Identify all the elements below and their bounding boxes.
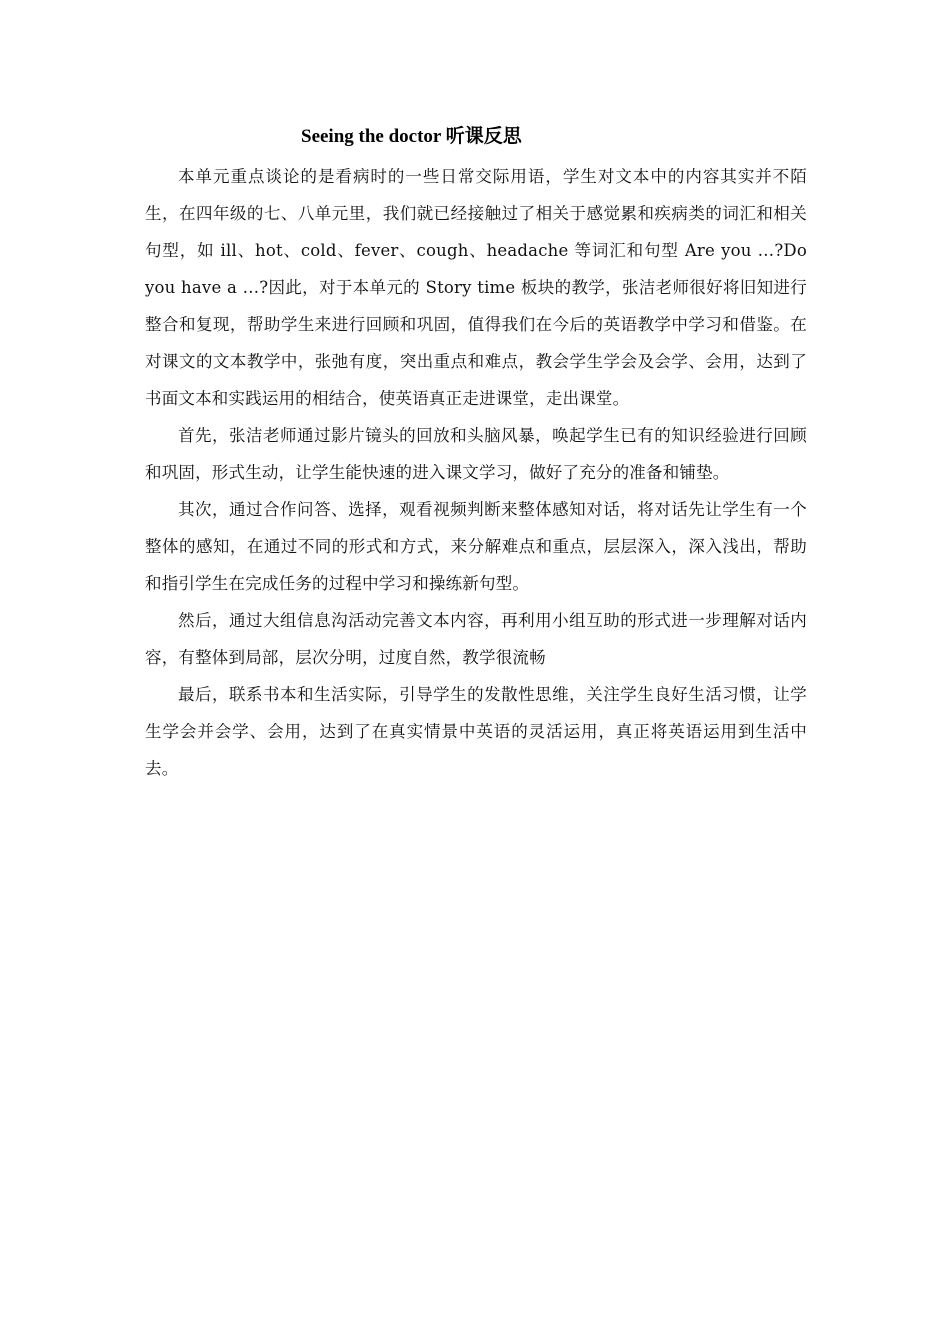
paragraph-first: 首先，张洁老师通过影片镜头的回放和头脑风暴，唤起学生已有的知识经验进行回顾和巩固，形式生动，让学生能快速的进入课文学习，做好了充分的准备和铺垫。 xyxy=(145,426,807,482)
paragraph-second: 其次，通过合作问答、选择，观看视频判断来整体感知对话，将对话先让学生有一个整体的感知，在通过不同的形式和方式，来分解难点和重点，层层深入，深入浅出，帮助和指引学生在完成任务的过程中学习和操练新句型。 xyxy=(145,500,807,593)
paragraph-finally: 最后，联系书本和生活实际，引导学生的发散性思维，关注学生良好生活习惯，让学生学会并会学、会用，达到了在真实情景中英语的灵活运用，真正将英语运用到生活中去。 xyxy=(145,685,807,778)
paragraph-intro: 本单元重点谈论的是看病时的一些日常交际用语，学生对文本中的内容其实并不陌生，在四年级的七、八单元里，我们就已经接触过了相关于感觉累和疾病类的词汇和相关句型，如 ill、hot、cold、fever、cough、headache 等词汇和句型 Are you …?Do you have a …?因此，对于本单元的 Story time 板块的教学，张洁老师很好将旧知进行整合和复现，帮助学生来进行回顾和巩固，值得我们在今后的英语教学中学习和借鉴。在对课文的文本教学中，张弛有度，突出重点和难点，教会学生学会及会学、会用，达到了书面文本和实践运用的相结合，使英语真正走进课堂，走出课堂。 xyxy=(145,167,807,408)
document-title: Seeing the doctor 听课反思 xyxy=(301,126,522,147)
document-body xyxy=(145,120,807,787)
paragraph-then: 然后，通过大组信息沟活动完善文本内容，再利用小组互助的形式进一步理解对话内容，有整体到局部，层次分明，过度自然，教学很流畅 xyxy=(145,611,807,667)
